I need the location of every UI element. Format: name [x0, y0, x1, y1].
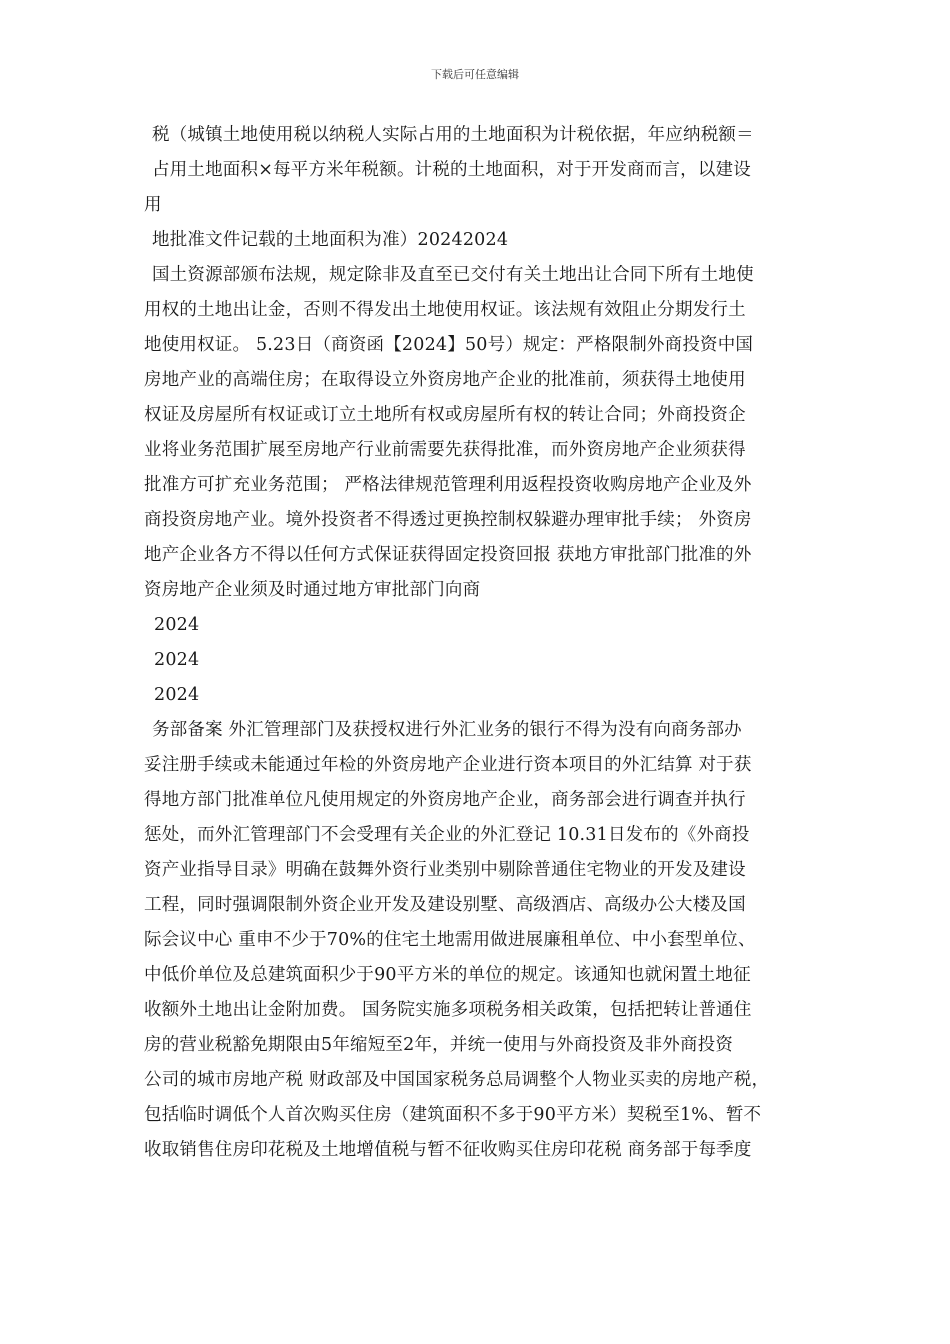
- text-line: 房的营业税豁免期限由5年缩短至2年，并统一使用与外商投资及非外商投资: [144, 1035, 734, 1055]
- text-line: 地使用权证。 5.23日（商资函【2024】50号）规定：严格限制外商投资中国: [144, 335, 754, 355]
- text-line: 商投资房地产业。境外投资者不得透过更换控制权躲避办理审批手续； 外资房: [144, 510, 752, 530]
- text-line: 惩处，而外汇管理部门不会受理有关企业的外汇登记 10.31日发布的《外商投: [144, 825, 750, 845]
- text-line: 妥注册手续或未能通过年检的外资房地产企业进行资本项目的外汇结算 对于获: [144, 755, 752, 775]
- text-line: 务部备案 外汇管理部门及获授权进行外汇业务的银行不得为没有向商务部办: [152, 720, 742, 740]
- page-header-note: 下载后可任意编辑: [431, 68, 519, 81]
- text-line: 包括临时调低个人首次购买住房（建筑面积不多于90平方米）契税至1%、暂不: [144, 1105, 762, 1125]
- text-line: 权证及房屋所有权证或订立土地所有权或房屋所有权的转让合同；外商投资企: [144, 405, 746, 425]
- text-line: 际会议中心 重申不少于70%的住宅土地需用做进展廉租单位、中小套型单位、: [144, 930, 756, 950]
- text-line: 收取销售住房印花税及土地增值税与暂不征收购买住房印花税 商务部于每季度: [144, 1140, 752, 1160]
- text-line: 税（城镇土地使用税以纳税人实际占用的土地面积为计税依据，年应纳税额＝: [152, 125, 754, 145]
- text-line: 地产企业各方不得以任何方式保证获得固定投资回报 获地方审批部门批准的外: [144, 545, 752, 565]
- text-line: 房地产业的高端住房；在取得设立外资房地产企业的批准前，须获得土地使用: [144, 370, 746, 390]
- text-line: 工程，同时强调限制外资企业开发及建设别墅、高级酒店、高级办公大楼及国: [144, 895, 746, 915]
- document-body: [144, 118, 824, 1168]
- text-line: 资产业指导目录》明确在鼓舞外资行业类别中剔除普通住宅物业的开发及建设: [144, 860, 746, 880]
- text-line: 得地方部门批准单位凡使用规定的外资房地产企业，商务部会进行调查并执行: [144, 790, 746, 810]
- text-line: 公司的城市房地产税 财政部及中国国家税务总局调整个人物业买卖的房地产税，: [144, 1070, 770, 1090]
- text-line: 国土资源部颁布法规，规定除非及直至已交付有关土地出让合同下所有土地使: [152, 265, 754, 285]
- text-line: 2024: [154, 615, 200, 635]
- text-line: 收额外土地出让金附加费。 国务院实施多项税务相关政策，包括把转让普通住: [144, 1000, 752, 1020]
- text-line: 用权的土地出让金，否则不得发出土地使用权证。该法规有效阻止分期发行土: [144, 300, 746, 320]
- text-line: 业将业务范围扩展至房地产行业前需要先获得批准，而外资房地产企业须获得: [144, 440, 746, 460]
- text-line: 批准方可扩充业务范围； 严格法律规范管理利用返程投资收购房地产企业及外: [144, 475, 752, 495]
- text-line: 资房地产企业须及时通过地方审批部门向商: [144, 580, 481, 600]
- text-line: 2024: [154, 650, 200, 670]
- text-line: 占用土地面积×每平方米年税额。计税的土地面积，对于开发商而言，以建设: [152, 160, 751, 180]
- text-line: 地批准文件记载的土地面积为准）20242024: [152, 230, 509, 250]
- text-line: 用: [144, 195, 162, 215]
- text-line: 中低价单位及总建筑面积少于90平方米的单位的规定。该通知也就闲置土地征: [144, 965, 751, 985]
- text-line: 2024: [154, 685, 200, 705]
